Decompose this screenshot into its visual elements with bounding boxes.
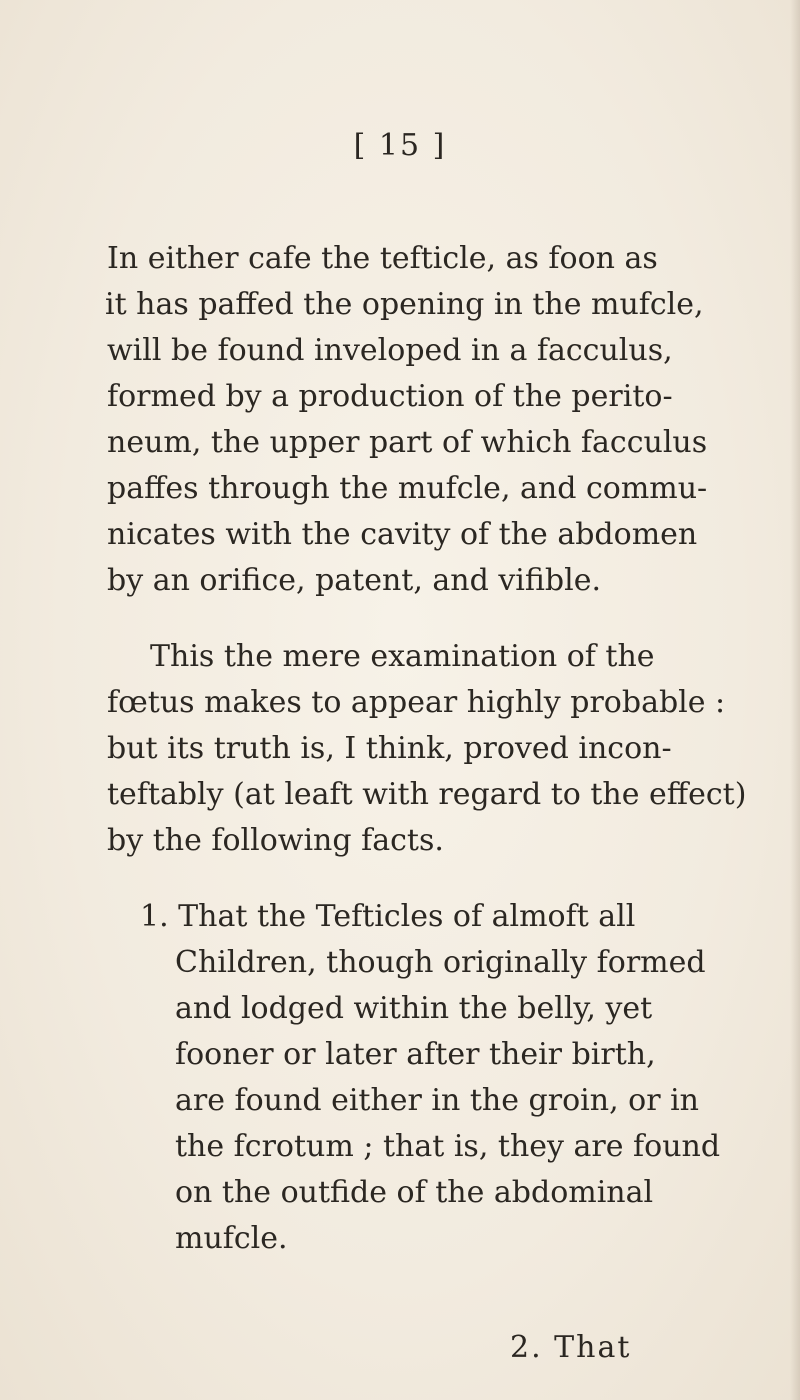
text-line-content: and lodged within the belly, yet bbox=[175, 991, 653, 1026]
text-line bbox=[0, 940, 800, 986]
text-line bbox=[0, 236, 800, 282]
text-line bbox=[0, 420, 800, 466]
text-line-content: by an orifice, patent, and vifible. bbox=[107, 563, 602, 598]
text-line-content: the fcrotum ; that is, they are found bbox=[175, 1129, 721, 1164]
text-line-content: fœtus makes to appear highly probable : bbox=[107, 685, 726, 720]
text-line bbox=[0, 772, 800, 818]
text-line bbox=[0, 1078, 800, 1124]
text-line-content: paffes through the mufcle, and commu- bbox=[107, 471, 708, 506]
text-line-content: on the outfide of the abdominal bbox=[175, 1175, 654, 1210]
text-line-content: This the mere examination of the bbox=[150, 639, 655, 674]
text-line-content: 1. That the Tefticles of almoft all bbox=[140, 899, 636, 934]
text-line bbox=[0, 512, 800, 558]
text-line bbox=[0, 1032, 800, 1078]
text-line-content: it has paffed the opening in the mufcle, bbox=[105, 287, 704, 322]
text-line bbox=[0, 374, 800, 420]
text-line-content: mufcle. bbox=[175, 1221, 288, 1256]
text-line bbox=[0, 680, 800, 726]
text-line bbox=[0, 282, 800, 328]
text-line bbox=[0, 1216, 800, 1262]
text-line-content: teftably (at leaft with regard to the effect) bbox=[107, 777, 747, 812]
text-line-content: but its truth is, I think, proved incon- bbox=[107, 731, 672, 766]
text-line-content: are found either in the groin, or in bbox=[175, 1083, 699, 1118]
text-line-content: Children, though originally formed bbox=[175, 945, 706, 980]
text-line bbox=[0, 466, 800, 512]
text-line-content: neum, the upper part of which facculus bbox=[107, 425, 708, 460]
text-line-content: formed by a production of the perito- bbox=[107, 379, 673, 414]
text-line bbox=[0, 818, 800, 864]
text-line-content: by the following facts. bbox=[107, 823, 444, 858]
text-line bbox=[0, 1124, 800, 1170]
text-line-content: will be found inveloped in a facculus, bbox=[107, 333, 673, 368]
text-line-content: nicates with the cavity of the abdomen bbox=[107, 517, 698, 552]
text-line bbox=[0, 328, 800, 374]
text-line bbox=[0, 726, 800, 772]
text-line bbox=[0, 634, 800, 680]
page-number: [ 15 ] bbox=[353, 128, 447, 163]
text-line-content: In either cafe the tefticle, as foon as bbox=[107, 241, 658, 276]
text-line bbox=[0, 558, 800, 604]
text-line bbox=[0, 986, 800, 1032]
text-line bbox=[0, 1170, 800, 1216]
text-line bbox=[0, 894, 800, 940]
text-line-content: fooner or later after their birth, bbox=[175, 1037, 656, 1072]
catchword: 2. That bbox=[510, 1330, 632, 1365]
